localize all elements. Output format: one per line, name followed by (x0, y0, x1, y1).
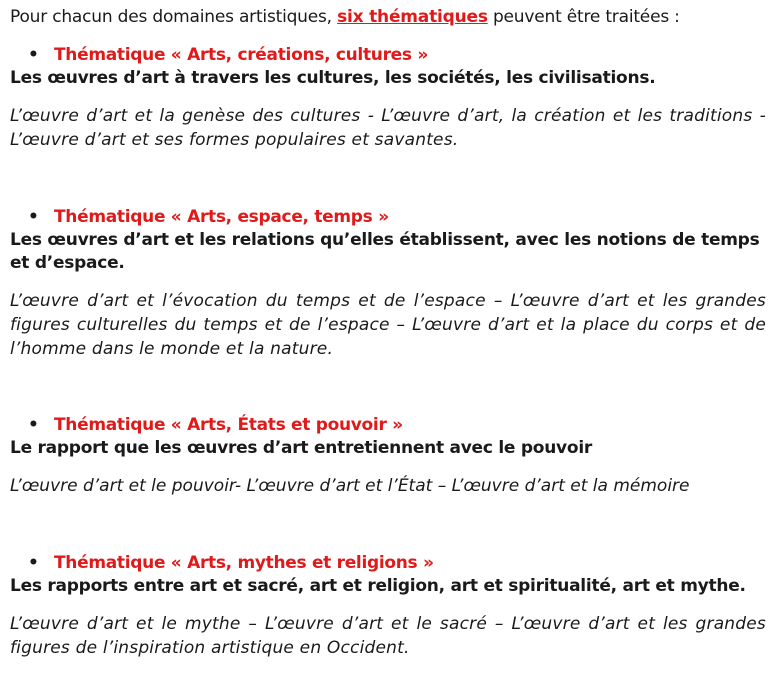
intro-paragraph (10, 6, 680, 28)
thematique-description: L’œuvre d’art et le pouvoir- L’œuvre d’art et l’État – L’œuvre d’art et la mémoire (10, 476, 690, 496)
thematique-subtitle: Les rapports entre art et sacré, art et religion, art et spiritualité, art et mythe. (10, 576, 746, 596)
bullet-line (10, 413, 766, 437)
thematique-title: Thématique « Arts, États et pouvoir » (54, 415, 403, 435)
thematique-title: Thématique « Arts, espace, temps » (54, 207, 389, 227)
thematique-section-4 (10, 551, 766, 660)
thematique-title: Thématique « Arts, créations, cultures » (54, 45, 429, 65)
thematique-subtitle: Les œuvres d’art et les relations qu’elles établissent, avec les notions de temps et d’espace. (10, 230, 760, 273)
bullet-icon: • (28, 207, 39, 227)
thematique-section-2 (10, 205, 766, 361)
thematique-description: L’œuvre d’art et l’évocation du temps et de l’espace – L’œuvre d’art et les grandes figures culturelles du temps et de l’espace – L’œuvre d’art et la place du corps et de l’homme dans le monde et la nature. (10, 291, 766, 359)
six-thematiques-link[interactable]: six thématiques (337, 7, 488, 27)
bullet-icon: • (28, 415, 39, 435)
thematique-subtitle: Les œuvres d’art à travers les cultures, les sociétés, les civilisations. (10, 68, 656, 88)
thematique-section-3 (10, 413, 766, 498)
bullet-line (10, 43, 766, 67)
intro-prefix: Pour chacun des domaines artistiques, (10, 7, 338, 27)
thematique-description: L’œuvre d’art et le mythe – L’œuvre d’art et le sacré – L’œuvre d’art et les grandes figures de l’inspiration artistique en Occident. (10, 614, 766, 658)
bullet-icon: • (28, 45, 39, 65)
bullet-icon: • (28, 553, 39, 573)
thematique-section-1 (10, 43, 766, 152)
intro-suffix: peuvent être traitées : (487, 7, 680, 27)
bullet-line (10, 551, 766, 575)
bullet-line (10, 205, 766, 229)
thematique-title: Thématique « Arts, mythes et religions » (54, 553, 434, 573)
thematique-description: L’œuvre d’art et la genèse des cultures - L’œuvre d’art, la création et les traditions - L’œuvre d’art et ses formes populaires et savantes. (10, 106, 766, 150)
thematique-subtitle: Le rapport que les œuvres d’art entretiennent avec le pouvoir (10, 438, 593, 458)
